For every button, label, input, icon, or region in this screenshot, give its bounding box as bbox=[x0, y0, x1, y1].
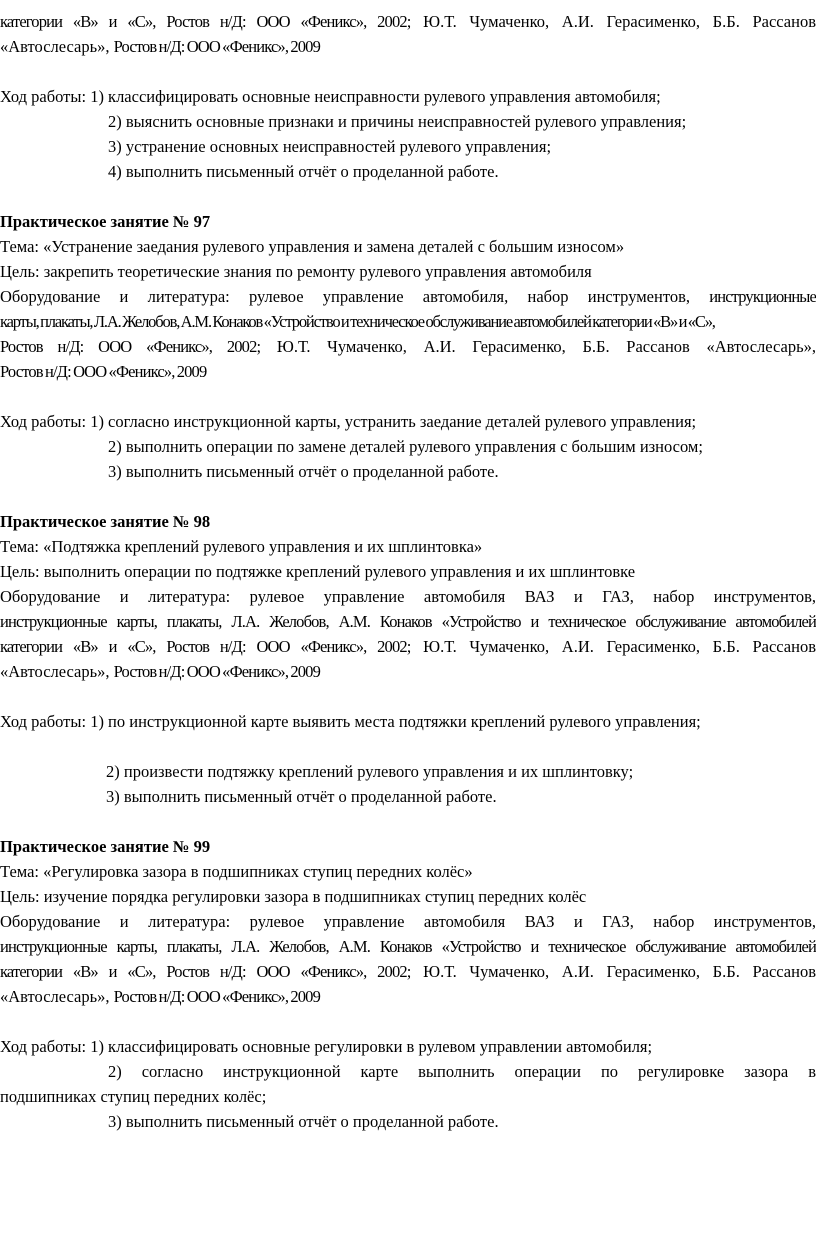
procedure-step: 2) выяснить основные признаки и причины неисправностей рулевого управления; bbox=[108, 112, 687, 131]
lesson-equipment: категории «В» и «С», Ростов н/Д: ООО «Феникс», 2002; Ю.Т. Чумаченко, А.И. Герасименко, Б.Б. Рассанов bbox=[0, 637, 816, 656]
lesson-equipment: «Автослесарь», Ростов н/Д: ООО «Феникс», 2009 bbox=[0, 987, 320, 1006]
reference-line: категории «В» и «С», Ростов н/Д: ООО «Феникс», 2002; Ю.Т. Чумаченко, А.И. Герасименко, Б.Б. Рассанов bbox=[0, 12, 816, 31]
procedure-step: Ход работы: 1) по инструкционной карте выявить места подтяжки креплений рулевого управления; bbox=[0, 712, 701, 731]
lesson-equipment: «Автослесарь», Ростов н/Д: ООО «Феникс», 2009 bbox=[0, 662, 320, 681]
lesson-title: Практическое занятие № 98 bbox=[0, 512, 211, 531]
lesson-topic: Тема: «Подтяжка креплений рулевого управления и их шплинтовка» bbox=[0, 537, 483, 556]
procedure-step: Ход работы: 1) классифицировать основные неисправности рулевого управления автомобиля; bbox=[0, 87, 661, 106]
lesson-equipment: категории «В» и «С», Ростов н/Д: ООО «Феникс», 2002; Ю.Т. Чумаченко, А.И. Герасименко, Б.Б. Рассанов bbox=[0, 962, 816, 981]
lesson-title: Практическое занятие № 99 bbox=[0, 837, 211, 856]
lesson-equipment: Ростов н/Д: ООО «Феникс», 2009 bbox=[0, 362, 207, 381]
reference-line: «Автослесарь», Ростов н/Д: ООО «Феникс», 2009 bbox=[0, 37, 320, 56]
lesson-goal: Цель: изучение порядка регулировки зазора в подшипниках ступиц передних колёс bbox=[0, 887, 587, 906]
lesson-equipment: инструкционные карты, плакаты, Л.А. Желобов, А.М. Конаков «Устройство и техническое обслуживание автомобилей bbox=[0, 937, 816, 956]
procedure-step: 3) выполнить письменный отчёт о проделанной работе. bbox=[106, 787, 497, 806]
procedure-step: 3) выполнить письменный отчёт о проделанной работе. bbox=[108, 1112, 499, 1131]
lesson-goal: Цель: закрепить теоретические знания по ремонту рулевого управления автомобиля bbox=[0, 262, 592, 281]
procedure-step: Ход работы: 1) классифицировать основные регулировки в рулевом управлении автомобиля; bbox=[0, 1037, 653, 1056]
lesson-goal: Цель: выполнить операции по подтяжке креплений рулевого управления и их шплинтовке bbox=[0, 562, 636, 581]
procedure-step: подшипниках ступиц передних колёс; bbox=[0, 1087, 267, 1106]
procedure-step: 3) выполнить письменный отчёт о проделанной работе. bbox=[108, 462, 499, 481]
lesson-title: Практическое занятие № 97 bbox=[0, 212, 211, 231]
lesson-equipment: инструкционные карты, плакаты, Л.А. Желобов, А.М. Конаков «Устройство и техническое обслуживание автомобилей bbox=[0, 612, 816, 631]
lesson-topic: Тема: «Устранение заедания рулевого управления и замена деталей с большим износом» bbox=[0, 237, 625, 256]
lesson-equipment: Ростов н/Д: ООО «Феникс», 2002; Ю.Т. Чумаченко, А.И. Герасименко, Б.Б. Рассанов «Автослесарь», bbox=[0, 337, 816, 356]
lesson-equipment: Оборудование и литература: рулевое управление автомобиля ВАЗ и ГАЗ, набор инструментов, bbox=[0, 912, 816, 931]
procedure-step: 2) произвести подтяжку креплений рулевого управления и их шплинтовку; bbox=[106, 762, 634, 781]
lesson-topic: Тема: «Регулировка зазора в подшипниках ступиц передних колёс» bbox=[0, 862, 473, 881]
lesson-equipment: Оборудование и литература: рулевое управление автомобиля ВАЗ и ГАЗ, набор инструментов, bbox=[0, 587, 816, 606]
lesson-equipment: Оборудование и литература: рулевое управление автомобиля, набор инструментов, инструкционные bbox=[0, 287, 816, 306]
lesson-equipment: карты, плакаты, Л.А. Желобов, А.М. Конаков «Устройство и техническое обслуживание автомобилей категории «В» и «С», bbox=[0, 312, 715, 331]
procedure-step: Ход работы: 1) согласно инструкционной карты, устранить заедание деталей рулевого управления; bbox=[0, 412, 697, 431]
procedure-step: 2) выполнить операции по замене деталей рулевого управления с большим износом; bbox=[108, 437, 703, 456]
procedure-step: 2) согласно инструкционной карте выполнить операции по регулировке зазора в bbox=[108, 1062, 816, 1081]
procedure-step: 4) выполнить письменный отчёт о проделанной работе. bbox=[108, 162, 499, 181]
procedure-step: 3) устранение основных неисправностей рулевого управления; bbox=[108, 137, 552, 156]
